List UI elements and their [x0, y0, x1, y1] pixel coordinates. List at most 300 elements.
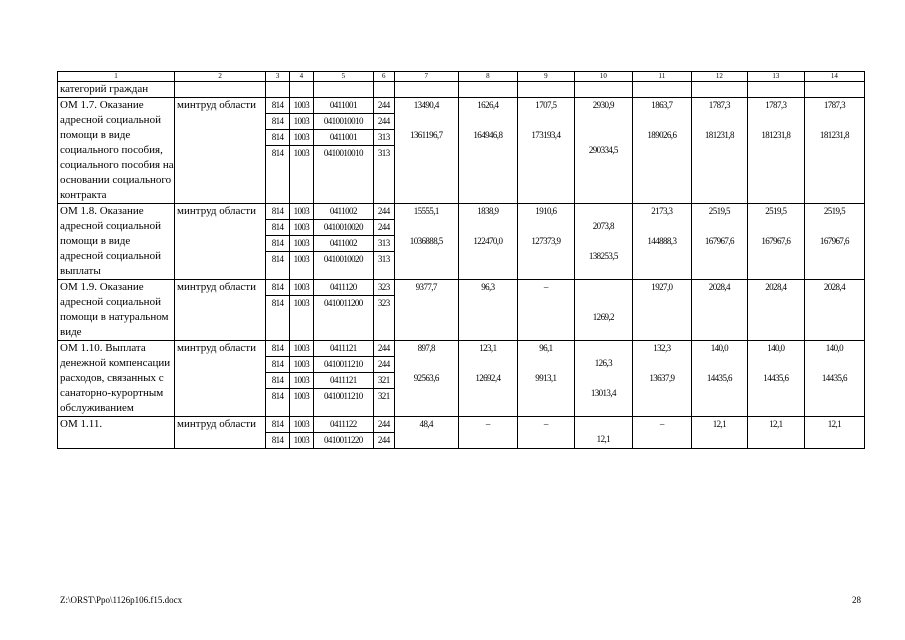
value: 14435,6	[821, 373, 847, 383]
value: 0411002	[314, 235, 373, 251]
value	[575, 113, 632, 128]
value: 313	[374, 251, 394, 267]
value: 0410010010	[314, 113, 373, 129]
value: 1036888,5	[409, 236, 443, 246]
value: 12,1	[769, 419, 783, 429]
column-number: 14	[804, 72, 864, 82]
col-14-values	[804, 98, 864, 204]
col-8-values	[458, 341, 517, 417]
col-11-values	[632, 280, 691, 341]
value	[692, 432, 747, 447]
value: 814	[266, 235, 289, 251]
column-number: 7	[394, 72, 458, 82]
empty-cell	[373, 82, 394, 98]
value	[395, 356, 458, 371]
col-13-values	[747, 417, 804, 449]
value: 814	[266, 145, 289, 161]
value	[459, 386, 517, 401]
value: 48,4	[419, 419, 433, 429]
column-number: 10	[574, 72, 632, 82]
value: 144888,3	[647, 236, 677, 246]
col-8-values	[458, 417, 517, 449]
value: 0411002	[329, 206, 357, 216]
col-11-values	[632, 341, 691, 417]
col-14-values	[804, 341, 864, 417]
col-8-values	[458, 280, 517, 341]
value	[633, 143, 691, 158]
value: 814	[271, 282, 284, 292]
col-6-values	[373, 280, 394, 341]
value: 1003	[290, 251, 313, 267]
empty-cell	[691, 82, 747, 98]
col-10-values	[574, 417, 632, 449]
value	[575, 204, 632, 219]
value: 814	[266, 113, 289, 129]
value: 1003	[293, 206, 310, 216]
empty-cell	[266, 82, 290, 98]
value: 323	[377, 282, 390, 292]
value: 0410011200	[314, 295, 373, 311]
value	[575, 371, 632, 386]
value	[518, 432, 574, 447]
col-14-values	[804, 417, 864, 449]
value	[692, 295, 747, 310]
value: 92563,6	[413, 373, 439, 383]
value: 1003	[290, 295, 313, 311]
col-3-values	[266, 280, 290, 341]
value: 181231,8	[704, 130, 734, 140]
value: 1707,5	[535, 100, 557, 110]
value: 0411001	[329, 100, 357, 110]
value	[748, 295, 804, 310]
col-12-values	[691, 98, 747, 204]
value	[692, 143, 747, 158]
value	[459, 219, 517, 234]
value	[395, 386, 458, 401]
value: 181231,8	[819, 130, 849, 140]
value: 1787,3	[765, 100, 787, 110]
value	[395, 295, 458, 310]
measure-title: ОМ 1.7. Оказание адресной социальной помощи в виде социального пособия, социального пособия на основании социального контракта	[58, 98, 175, 204]
value: 1003	[290, 356, 313, 372]
value: 1003	[290, 219, 313, 235]
value: 814	[266, 372, 289, 388]
value: 814	[271, 206, 284, 216]
responsible-org: минтруд области	[175, 341, 266, 417]
value: 1003	[290, 129, 313, 145]
value: 0411121	[314, 372, 373, 388]
value	[633, 356, 691, 371]
col-3-values	[266, 417, 290, 449]
empty-cell	[632, 82, 691, 98]
col-13-values	[747, 280, 804, 341]
footer-file-path: Z:\ORST\Ppo\1126p106.f15.docx	[60, 595, 183, 605]
value: 189026,6	[647, 130, 677, 140]
empty-cell	[394, 82, 458, 98]
value: 323	[374, 295, 394, 311]
value: –	[485, 419, 490, 429]
value: 140,0	[825, 343, 844, 353]
value	[459, 249, 517, 264]
col-7-values	[394, 280, 458, 341]
column-number: 5	[313, 72, 373, 82]
value	[459, 295, 517, 310]
value: 1003	[290, 388, 313, 404]
col-13-values	[747, 204, 804, 280]
col-12-values	[691, 341, 747, 417]
value	[692, 113, 747, 128]
footer-page-number: 28	[852, 595, 861, 605]
value	[633, 113, 691, 128]
value: 1003	[293, 343, 310, 353]
value: 181231,8	[761, 130, 791, 140]
responsible-org: минтруд области	[175, 417, 266, 449]
value: 13637,9	[649, 373, 675, 383]
value: 1003	[293, 419, 310, 429]
value: 814	[266, 356, 289, 372]
value: 14435,6	[706, 373, 732, 383]
value: 167967,6	[761, 236, 791, 246]
value: 127373,9	[531, 236, 561, 246]
value: 1003	[293, 100, 310, 110]
empty-cell	[458, 82, 517, 98]
value: 244	[374, 356, 394, 372]
value	[805, 432, 864, 447]
value: –	[543, 282, 548, 292]
value: 12,1	[596, 434, 611, 444]
value: 814	[266, 219, 289, 235]
col-5-values	[313, 204, 373, 280]
value	[692, 249, 747, 264]
value	[575, 128, 632, 143]
value: 140,0	[767, 343, 785, 353]
value	[805, 219, 864, 234]
col-9-values	[517, 98, 574, 204]
value	[748, 113, 804, 128]
value: 0411001	[314, 129, 373, 145]
col-9-values	[517, 280, 574, 341]
value: 1361196,7	[409, 130, 443, 140]
value: 2519,5	[823, 206, 845, 216]
column-number: 4	[290, 72, 314, 82]
col-9-values	[517, 204, 574, 280]
value	[805, 143, 864, 158]
value	[518, 219, 574, 234]
value: 814	[266, 295, 289, 311]
value: 1910,6	[535, 206, 557, 216]
col-9-values	[517, 417, 574, 449]
col-8-values	[458, 204, 517, 280]
col-7-values	[394, 417, 458, 449]
value	[748, 143, 804, 158]
col-3-values	[266, 341, 290, 417]
col-12-values	[691, 280, 747, 341]
value: 290334,5	[588, 145, 618, 155]
value: 122470,0	[473, 236, 503, 246]
value: 244	[377, 343, 390, 353]
value: 9913,1	[535, 373, 557, 383]
value: 0410010020	[314, 251, 373, 267]
value	[805, 356, 864, 371]
value: 1003	[290, 372, 313, 388]
value: 814	[271, 100, 284, 110]
column-number: 12	[691, 72, 747, 82]
empty-cell	[290, 82, 314, 98]
value: 897,8	[417, 343, 435, 353]
value: 0410011210	[314, 388, 373, 404]
col-11-values	[632, 417, 691, 449]
value: 313	[374, 145, 394, 161]
value: –	[659, 419, 664, 429]
value: 1838,9	[477, 206, 499, 216]
value	[518, 295, 574, 310]
empty-cell	[313, 82, 373, 98]
value: 12,1	[712, 419, 727, 429]
value: 1003	[290, 145, 313, 161]
empty-cell	[517, 82, 574, 98]
program-block-row	[58, 204, 865, 280]
value: 244	[374, 219, 394, 235]
value: 1003	[293, 282, 310, 292]
measure-title: ОМ 1.10. Выплата денежной компенсации расходов, связанных с санаторно-курортным обслуживанием	[58, 341, 175, 417]
col-6-values	[373, 98, 394, 204]
value: 1863,7	[651, 100, 673, 110]
value: 14435,6	[763, 373, 789, 383]
column-number: 11	[632, 72, 691, 82]
value: 814	[266, 251, 289, 267]
value: 9377,7	[415, 282, 437, 292]
value: 132,3	[653, 343, 671, 353]
col-6-values	[373, 204, 394, 280]
col-6-values	[373, 417, 394, 449]
col-4-values	[290, 98, 314, 204]
responsible-org: минтруд области	[175, 98, 266, 204]
col-14-values	[804, 280, 864, 341]
value	[805, 113, 864, 128]
empty-cell	[747, 82, 804, 98]
col-12-values	[691, 204, 747, 280]
value: 2028,4	[708, 282, 730, 292]
value	[633, 432, 691, 447]
col-10-values	[574, 98, 632, 204]
column-number-row	[58, 72, 865, 82]
value: 2028,4	[823, 282, 845, 292]
value	[575, 341, 632, 356]
col-11-values	[632, 98, 691, 204]
value	[805, 249, 864, 264]
value: 173193,4	[531, 130, 561, 140]
measure-title: ОМ 1.8. Оказание адресной социальной помощи в виде адресной социальной выплаты	[58, 204, 175, 280]
column-number: 2	[175, 72, 266, 82]
col-9-values	[517, 341, 574, 417]
value: 15555,1	[413, 206, 439, 216]
value	[395, 249, 458, 264]
value: 2073,8	[592, 221, 614, 231]
program-block-row	[58, 280, 865, 341]
value: 244	[377, 419, 390, 429]
value: 244	[374, 432, 394, 448]
value	[395, 143, 458, 158]
value: 12,1	[827, 419, 842, 429]
col-12-values	[691, 417, 747, 449]
value: 0411122	[330, 419, 357, 429]
value: 1787,3	[708, 100, 730, 110]
col-5-values	[313, 280, 373, 341]
col-6-values	[373, 341, 394, 417]
value: 13490,4	[413, 100, 439, 110]
value	[459, 356, 517, 371]
value: 244	[374, 113, 394, 129]
value	[575, 280, 632, 295]
column-number: 9	[517, 72, 574, 82]
responsible-org: минтруд области	[175, 204, 266, 280]
col-3-values	[266, 204, 290, 280]
program-block-row	[58, 341, 865, 417]
value: 0410010010	[314, 145, 373, 161]
value: 1927,0	[651, 282, 673, 292]
column-number: 8	[458, 72, 517, 82]
value	[692, 386, 747, 401]
value	[518, 143, 574, 158]
program-block-row	[58, 417, 865, 449]
value: 814	[266, 388, 289, 404]
value	[518, 386, 574, 401]
value	[575, 295, 632, 310]
value	[633, 249, 691, 264]
value: 244	[377, 100, 390, 110]
value	[748, 432, 804, 447]
col-7-values	[394, 341, 458, 417]
empty-cell	[804, 82, 864, 98]
value	[748, 219, 804, 234]
value: 13013,4	[590, 388, 616, 398]
column-number: 13	[747, 72, 804, 82]
value: 814	[271, 419, 284, 429]
value: 96,1	[539, 343, 553, 353]
value: 313	[374, 235, 394, 251]
value: 1787,3	[823, 100, 845, 110]
value: 1626,4	[477, 100, 499, 110]
value: 167967,6	[819, 236, 849, 246]
col-13-values	[747, 98, 804, 204]
value: 321	[374, 372, 394, 388]
value: –	[543, 419, 548, 429]
col-14-values	[804, 204, 864, 280]
value	[748, 249, 804, 264]
value	[633, 219, 691, 234]
col-4-values	[290, 280, 314, 341]
value: 1003	[290, 432, 313, 448]
value	[459, 143, 517, 158]
value: 126,3	[594, 358, 612, 368]
value	[805, 295, 864, 310]
value	[633, 295, 691, 310]
col-10-values	[574, 204, 632, 280]
value: 2028,4	[765, 282, 787, 292]
value: 2519,5	[765, 206, 787, 216]
value: 2519,5	[708, 206, 730, 216]
value: 1269,2	[592, 312, 614, 322]
carryover-row	[58, 82, 865, 98]
col-4-values	[290, 341, 314, 417]
col-13-values	[747, 341, 804, 417]
value	[395, 432, 458, 447]
value	[395, 113, 458, 128]
value	[805, 386, 864, 401]
col-4-values	[290, 417, 314, 449]
budget-table	[57, 71, 865, 449]
value: 164946,8	[473, 130, 503, 140]
empty-cell	[574, 82, 632, 98]
value: 1003	[290, 235, 313, 251]
col-10-values	[574, 341, 632, 417]
value	[748, 356, 804, 371]
col-3-values	[266, 98, 290, 204]
value: 814	[271, 343, 284, 353]
col-7-values	[394, 204, 458, 280]
measure-title: ОМ 1.9. Оказание адресной социальной помощи в натуральном виде	[58, 280, 175, 341]
responsible-org: минтруд области	[175, 280, 266, 341]
col-5-values	[313, 98, 373, 204]
value: 167967,6	[704, 236, 734, 246]
value	[518, 113, 574, 128]
program-block-row	[58, 98, 865, 204]
value: 814	[266, 129, 289, 145]
empty-cell	[175, 82, 266, 98]
value: 138253,5	[588, 251, 618, 261]
value	[748, 386, 804, 401]
col-10-values	[574, 280, 632, 341]
value	[518, 249, 574, 264]
column-number: 1	[58, 72, 175, 82]
carryover-text: категорий граждан	[58, 82, 175, 98]
value	[459, 113, 517, 128]
col-4-values	[290, 204, 314, 280]
value: 0411121	[330, 343, 357, 353]
col-5-values	[313, 341, 373, 417]
col-7-values	[394, 98, 458, 204]
value: 0411120	[330, 282, 357, 292]
value: 2930,9	[592, 100, 614, 110]
column-number: 6	[373, 72, 394, 82]
value: 2173,3	[651, 206, 673, 216]
value: 321	[374, 388, 394, 404]
value: 0410011220	[314, 432, 373, 448]
value	[692, 356, 747, 371]
value	[518, 356, 574, 371]
value: 96,3	[481, 282, 495, 292]
value	[575, 417, 632, 432]
value	[633, 386, 691, 401]
value: 1003	[290, 113, 313, 129]
value	[692, 219, 747, 234]
value: 0410011210	[314, 356, 373, 372]
value: 140,0	[710, 343, 728, 353]
value: 244	[377, 206, 390, 216]
value: 12692,4	[475, 373, 501, 383]
value	[395, 219, 458, 234]
value: 0410010020	[314, 219, 373, 235]
column-number: 3	[266, 72, 290, 82]
value	[459, 432, 517, 447]
value: 123,1	[479, 343, 497, 353]
value	[575, 234, 632, 249]
col-11-values	[632, 204, 691, 280]
measure-title: ОМ 1.11.	[58, 417, 175, 449]
col-5-values	[313, 417, 373, 449]
col-8-values	[458, 98, 517, 204]
value: 313	[374, 129, 394, 145]
